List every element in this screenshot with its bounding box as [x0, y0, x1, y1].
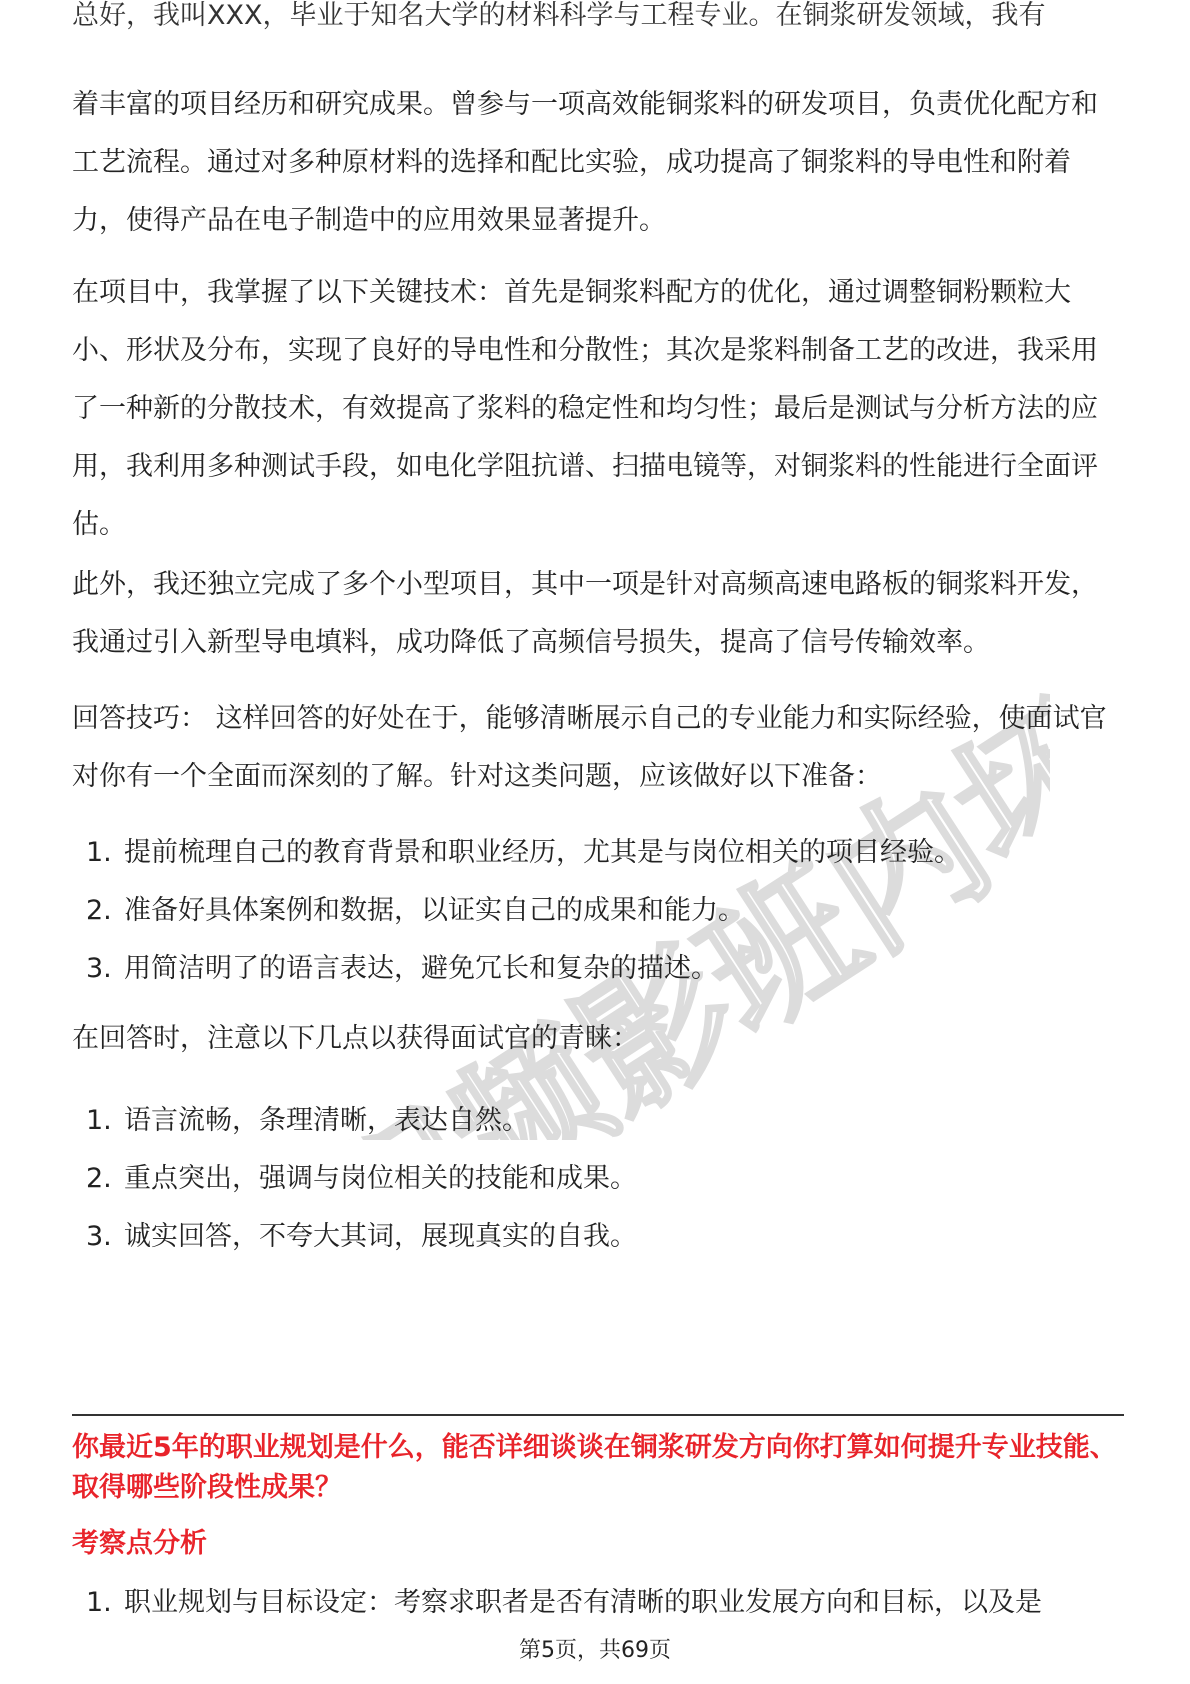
list-analysis	[72, 1574, 1122, 1632]
section-divider	[72, 1414, 1124, 1416]
watermark-text: 职频影班内坏	[295, 673, 1050, 1140]
list-notes	[72, 1092, 1122, 1266]
section-title: 考察点分析	[72, 1528, 207, 1559]
list-item: 2. 准备好具体案例和数据，以证实自己的成果和能力。	[86, 895, 745, 926]
interview-question: 你最近5年的职业规划是什么，能否详细谈谈在铜浆研发方向你打算如何提升专业技能、取得哪些阶段性成果？	[72, 1432, 1117, 1503]
paragraph-answer-tips: 回答技巧： 这样回答的好处在于，能够清晰展示自己的专业能力和实际经验，使面试官对你有一个全面而深刻的了解。针对这类问题，应该做好以下准备：	[72, 703, 1107, 792]
paragraph-answer-notes: 在回答时，注意以下几点以获得面试官的青睐：	[72, 1023, 639, 1054]
list-item: 3. 用简洁明了的语言表达，避免冗长和复杂的描述。	[86, 953, 718, 984]
list-item: 3. 诚实回答，不夸大其词，展现真实的自我。	[86, 1221, 637, 1252]
cut-off-line: 总好，我叫XXX，毕业于知名大学的材料科学与工程专业。在铜浆研发领域，我有	[72, 0, 1046, 31]
page-footer: 第5页，共69页	[519, 1638, 671, 1663]
list-item: 1. 提前梳理自己的教育背景和职业经历，尤其是与岗位相关的项目经验。	[86, 837, 961, 868]
list-item: 1. 职业规划与目标设定：考察求职者是否有清晰的职业发展方向和目标，以及是	[86, 1587, 1042, 1618]
paragraph-key-techniques: 在项目中，我掌握了以下关键技术：首先是铜浆料配方的优化，通过调整铜粉颗粒大小、形状及分布，实现了良好的导电性和分散性；其次是浆料制备工艺的改进，我采用了一种新的分散技术，有效提高了浆料的稳定性和均匀性；最后是测试与分析方法的应用，我利用多种测试手段，如电化学阻抗谱、扫描电镜等，对铜浆料的性能进行全面评估。	[72, 277, 1098, 540]
list-item: 2. 重点突出，强调与岗位相关的技能和成果。	[86, 1163, 637, 1194]
paragraph-project-experience: 着丰富的项目经历和研究成果。曾参与一项高效能铜浆料的研发项目，负责优化配方和工艺流程。通过对多种原材料的选择和配比实验，成功提高了铜浆料的导电性和附着力，使得产品在电子制造中的应用效果显著提升。	[72, 89, 1098, 236]
paragraph-small-projects: 此外，我还独立完成了多个小型项目，其中一项是针对高频高速电路板的铜浆料开发，我通过引入新型导电填料，成功降低了高频信号损失，提高了信号传输效率。	[72, 569, 1098, 658]
list-item: 1. 语言流畅，条理清晰，表达自然。	[86, 1105, 529, 1136]
list-preparation	[72, 824, 1122, 998]
